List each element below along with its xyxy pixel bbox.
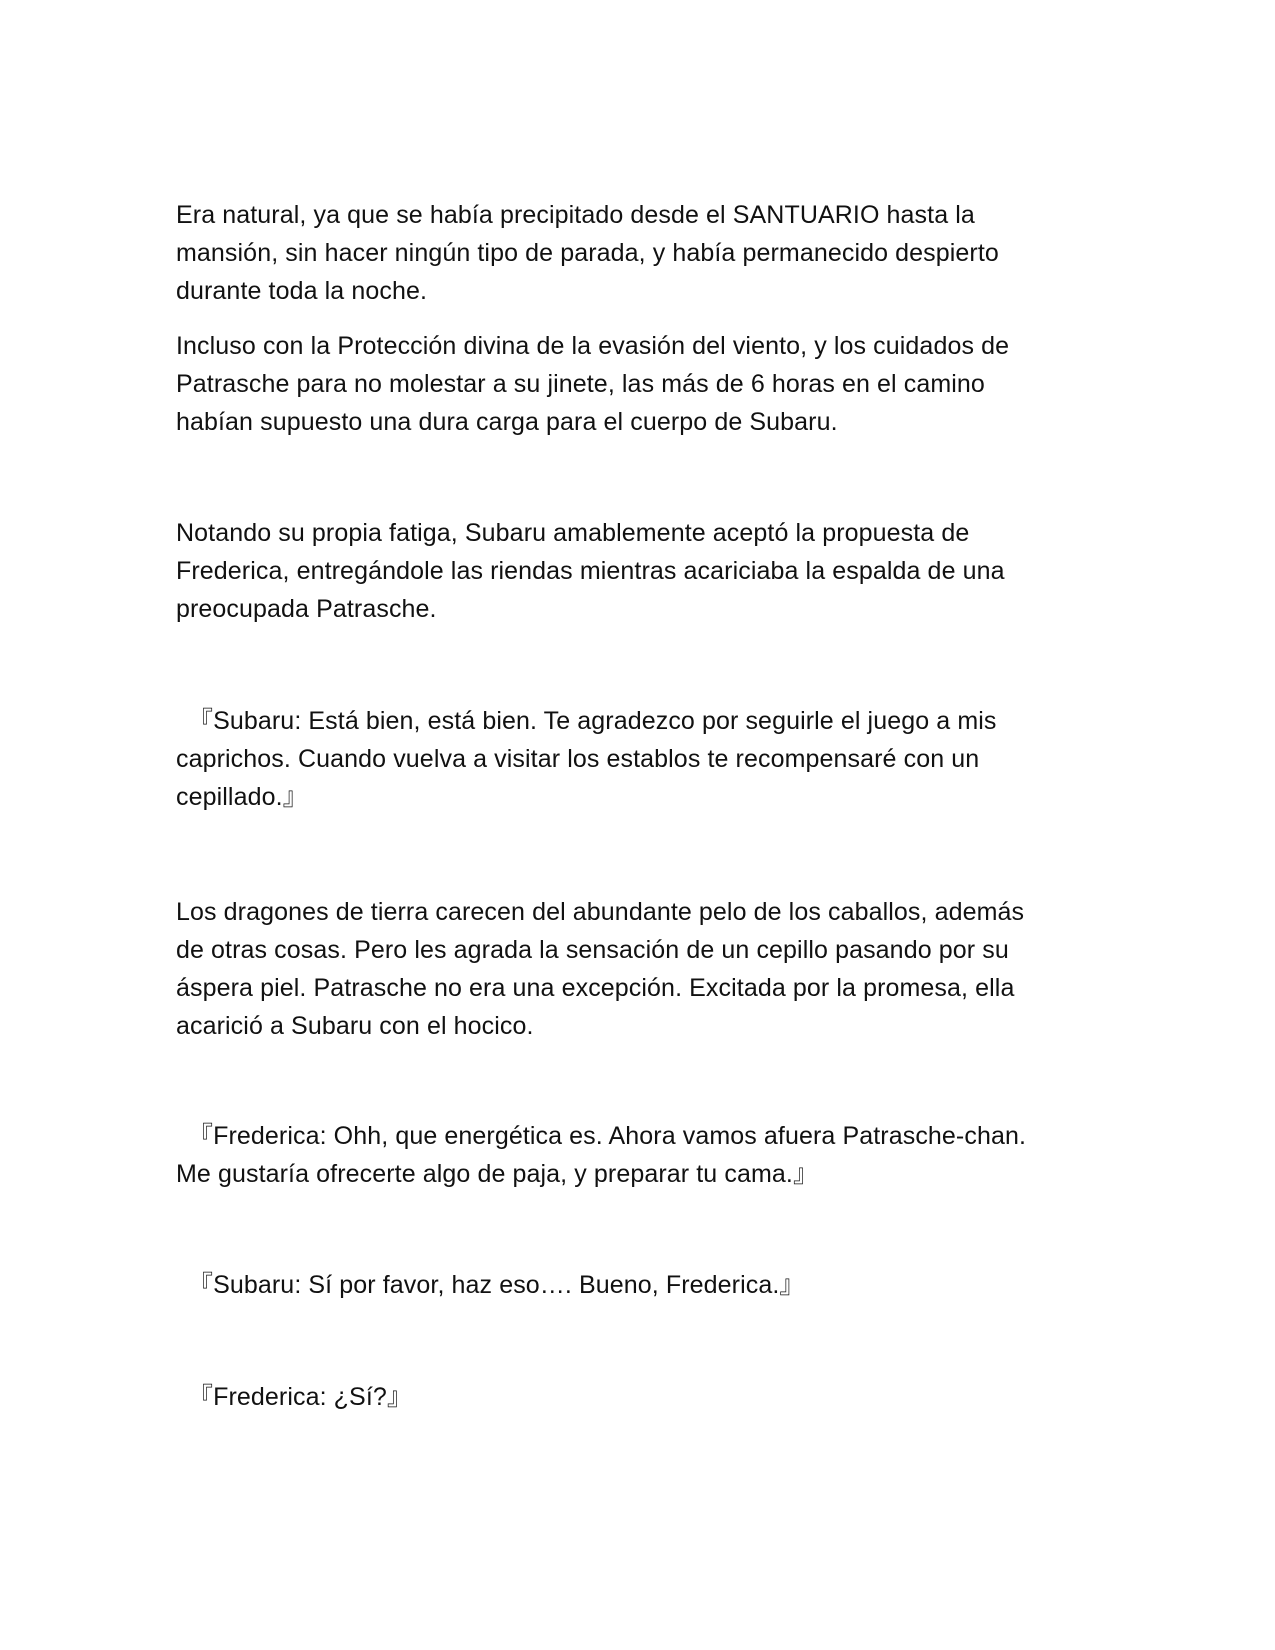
text-line: acarició a Subaru con el hocico.	[176, 1012, 534, 1040]
text-line: Era natural, ya que se había precipitado desde el SANTUARIO hasta la	[176, 201, 975, 229]
dialogue-subaru-please	[176, 1266, 1076, 1304]
text-line: durante toda la noche.	[176, 277, 428, 305]
text-line: 『Subaru: Está bien, está bien. Te agradezco por seguirle el juego a mis	[188, 707, 997, 735]
text-line: 『Frederica: ¿Sí?』	[188, 1383, 412, 1411]
text-line: 『Subaru: Sí por favor, haz eso…. Bueno, Frederica.』	[188, 1271, 805, 1299]
dialogue-frederica-energetic	[176, 1117, 1076, 1193]
text-line: áspera piel. Patrasche no era una excepción. Excitada por la promesa, ella	[176, 974, 1015, 1002]
paragraph-accepted-proposal	[176, 514, 1076, 628]
text-line: Frederica, entregándole las riendas mientras acariciaba la espalda de una	[176, 557, 1005, 585]
paragraph-arrival-fatigue	[176, 196, 1076, 310]
text-line: Incluso con la Protección divina de la evasión del viento, y los cuidados de	[176, 332, 1010, 360]
paragraph-land-dragons	[176, 893, 1076, 1045]
text-line: habían supuesto una dura carga para el cuerpo de Subaru.	[176, 408, 838, 436]
text-line: cepillado.』	[176, 783, 308, 811]
text-line: de otras cosas. Pero les agrada la sensación de un cepillo pasando por su	[176, 936, 1009, 964]
text-line: preocupada Patrasche.	[176, 595, 437, 623]
text-line: Patrasche para no molestar a su jinete, las más de 6 horas en el camino	[176, 370, 985, 398]
text-line: caprichos. Cuando vuelva a visitar los establos te recompensaré con un	[176, 745, 980, 773]
text-line: 『Frederica: Ohh, que energética es. Ahora vamos afuera Patrasche-chan.	[188, 1122, 1027, 1150]
dialogue-frederica-yes	[176, 1378, 1076, 1416]
text-line: Notando su propia fatiga, Subaru amablemente aceptó la propuesta de	[176, 519, 970, 547]
text-line: mansión, sin hacer ningún tipo de parada, y había permanecido despierto	[176, 239, 999, 267]
text-line: Me gustaría ofrecerte algo de paja, y preparar tu cama.』	[176, 1160, 819, 1188]
dialogue-subaru-thanks	[176, 702, 1076, 816]
text-line: Los dragones de tierra carecen del abundante pelo de los caballos, además	[176, 898, 1025, 926]
paragraph-divine-protection	[176, 327, 1076, 441]
